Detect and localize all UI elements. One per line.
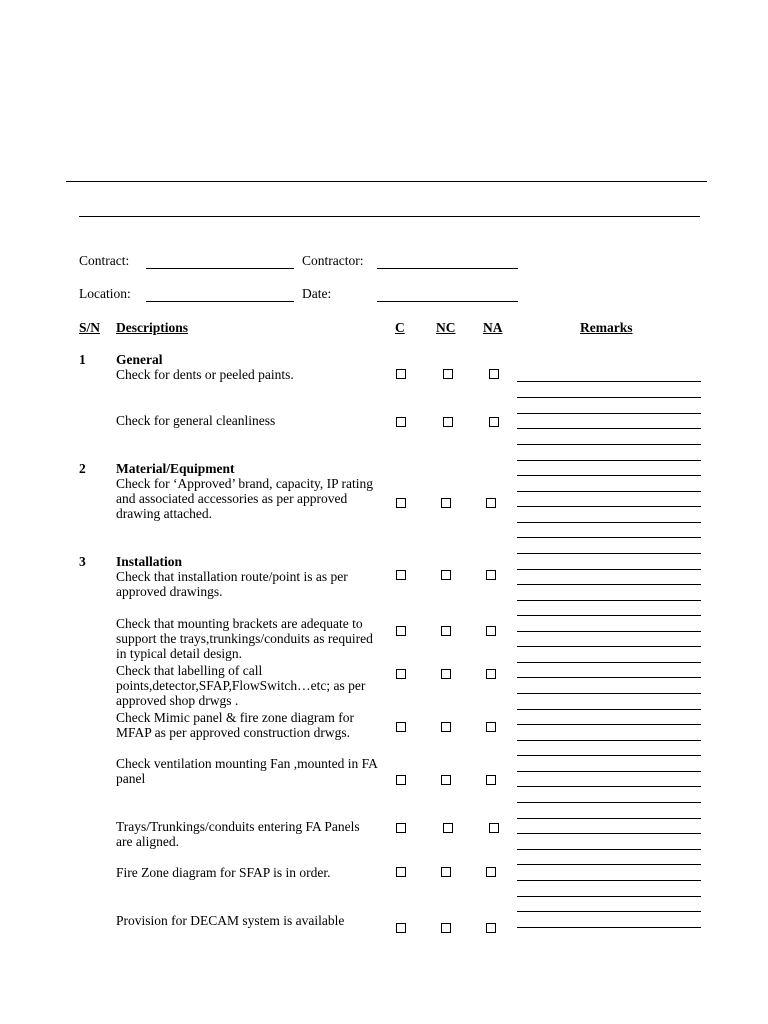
item-description: Check that installation route/point is as per approved drawings. (116, 569, 348, 599)
remarks-line[interactable] (517, 615, 701, 616)
item-description: Check for general cleanliness (116, 413, 276, 428)
header-sn: S/N (79, 320, 101, 335)
na-checkbox[interactable] (486, 626, 496, 636)
c-checkbox[interactable] (396, 867, 406, 877)
header-rule-second (79, 216, 700, 217)
nc-checkbox[interactable] (441, 867, 451, 877)
na-checkbox[interactable] (486, 722, 496, 732)
remarks-line[interactable] (517, 927, 701, 928)
na-checkbox[interactable] (486, 923, 496, 933)
na-checkbox[interactable] (489, 417, 499, 427)
c-checkbox[interactable] (396, 369, 406, 379)
item-description: Check ventilation mounting Fan ,mounted in FA panel (116, 756, 378, 786)
remarks-line[interactable] (517, 740, 701, 741)
section-number: 3 (79, 554, 86, 569)
c-checkbox[interactable] (396, 417, 406, 427)
item-description: Check for ‘Approved’ brand, capacity, IP rating and associated accessories as per approved drawing attached. (116, 476, 374, 521)
remarks-line[interactable] (517, 849, 701, 850)
section-number: 1 (79, 352, 86, 367)
na-checkbox[interactable] (486, 570, 496, 580)
na-checkbox[interactable] (486, 775, 496, 785)
section-title: Material/Equipment (116, 461, 235, 476)
remarks-line[interactable] (517, 646, 701, 647)
nc-checkbox[interactable] (441, 923, 451, 933)
remarks-line[interactable] (517, 553, 701, 554)
remarks-line[interactable] (517, 662, 701, 663)
remarks-line[interactable] (517, 381, 701, 382)
remarks-line[interactable] (517, 880, 701, 881)
nc-checkbox[interactable] (441, 775, 451, 785)
c-checkbox[interactable] (396, 823, 406, 833)
remarks-line[interactable] (517, 693, 701, 694)
contract-field[interactable] (146, 268, 294, 269)
section-title: Installation (116, 554, 183, 569)
section-number: 2 (79, 461, 86, 476)
contract-label: Contract: (79, 253, 130, 268)
na-checkbox[interactable] (486, 498, 496, 508)
header-c: C (395, 320, 405, 335)
nc-checkbox[interactable] (443, 369, 453, 379)
remarks-line[interactable] (517, 413, 701, 414)
remarks-line[interactable] (517, 911, 701, 912)
remarks-line[interactable] (517, 755, 701, 756)
remarks-line[interactable] (517, 786, 701, 787)
date-field[interactable] (377, 301, 518, 302)
remarks-line[interactable] (517, 491, 701, 492)
nc-checkbox[interactable] (443, 823, 453, 833)
header-nc: NC (436, 320, 456, 335)
remarks-line[interactable] (517, 677, 701, 678)
item-description: Check for dents or peeled paints. (116, 367, 294, 382)
remarks-line[interactable] (517, 864, 701, 865)
remarks-line[interactable] (517, 460, 701, 461)
na-checkbox[interactable] (486, 867, 496, 877)
nc-checkbox[interactable] (441, 669, 451, 679)
remarks-line[interactable] (517, 506, 701, 507)
c-checkbox[interactable] (396, 775, 406, 785)
remarks-line[interactable] (517, 522, 701, 523)
c-checkbox[interactable] (396, 923, 406, 933)
remarks-line[interactable] (517, 569, 701, 570)
remarks-line[interactable] (517, 584, 701, 585)
remarks-line[interactable] (517, 600, 701, 601)
header-remarks: Remarks (580, 320, 633, 335)
location-label: Location: (79, 286, 131, 301)
contractor-field[interactable] (377, 268, 518, 269)
remarks-line[interactable] (517, 833, 701, 834)
item-description: Fire Zone diagram for SFAP is in order. (116, 865, 331, 880)
remarks-line[interactable] (517, 475, 701, 476)
date-label: Date: (302, 286, 332, 301)
header-rule-top (66, 181, 707, 182)
header-na: NA (483, 320, 503, 335)
remarks-line[interactable] (517, 802, 701, 803)
remarks-line[interactable] (517, 724, 701, 725)
c-checkbox[interactable] (396, 626, 406, 636)
remarks-line[interactable] (517, 771, 701, 772)
header-descriptions: Descriptions (116, 320, 188, 335)
item-description: Check that mounting brackets are adequate to support the trays,trunkings/conduits as required in typical detail design. (116, 616, 373, 661)
nc-checkbox[interactable] (441, 498, 451, 508)
remarks-line[interactable] (517, 896, 701, 897)
nc-checkbox[interactable] (441, 626, 451, 636)
item-description: Provision for DECAM system is available (116, 913, 345, 928)
remarks-line[interactable] (517, 631, 701, 632)
remarks-line[interactable] (517, 397, 701, 398)
item-description: Check Mimic panel & fire zone diagram for MFAP as per approved construction drwgs. (116, 710, 355, 740)
c-checkbox[interactable] (396, 722, 406, 732)
c-checkbox[interactable] (396, 570, 406, 580)
nc-checkbox[interactable] (441, 722, 451, 732)
na-checkbox[interactable] (489, 823, 499, 833)
remarks-line[interactable] (517, 818, 701, 819)
nc-checkbox[interactable] (441, 570, 451, 580)
remarks-line[interactable] (517, 709, 701, 710)
remarks-line[interactable] (517, 537, 701, 538)
contractor-label: Contractor: (302, 253, 364, 268)
remarks-line[interactable] (517, 428, 701, 429)
location-field[interactable] (146, 301, 294, 302)
item-description: Trays/Trunkings/conduits entering FA Panels are aligned. (116, 819, 360, 849)
c-checkbox[interactable] (396, 498, 406, 508)
c-checkbox[interactable] (396, 669, 406, 679)
remarks-line[interactable] (517, 444, 701, 445)
na-checkbox[interactable] (489, 369, 499, 379)
section-title: General (116, 352, 163, 367)
na-checkbox[interactable] (486, 669, 496, 679)
nc-checkbox[interactable] (443, 417, 453, 427)
item-description: Check that labelling of call points,detector,SFAP,FlowSwitch…etc; as per approved shop drwgs . (116, 663, 366, 708)
